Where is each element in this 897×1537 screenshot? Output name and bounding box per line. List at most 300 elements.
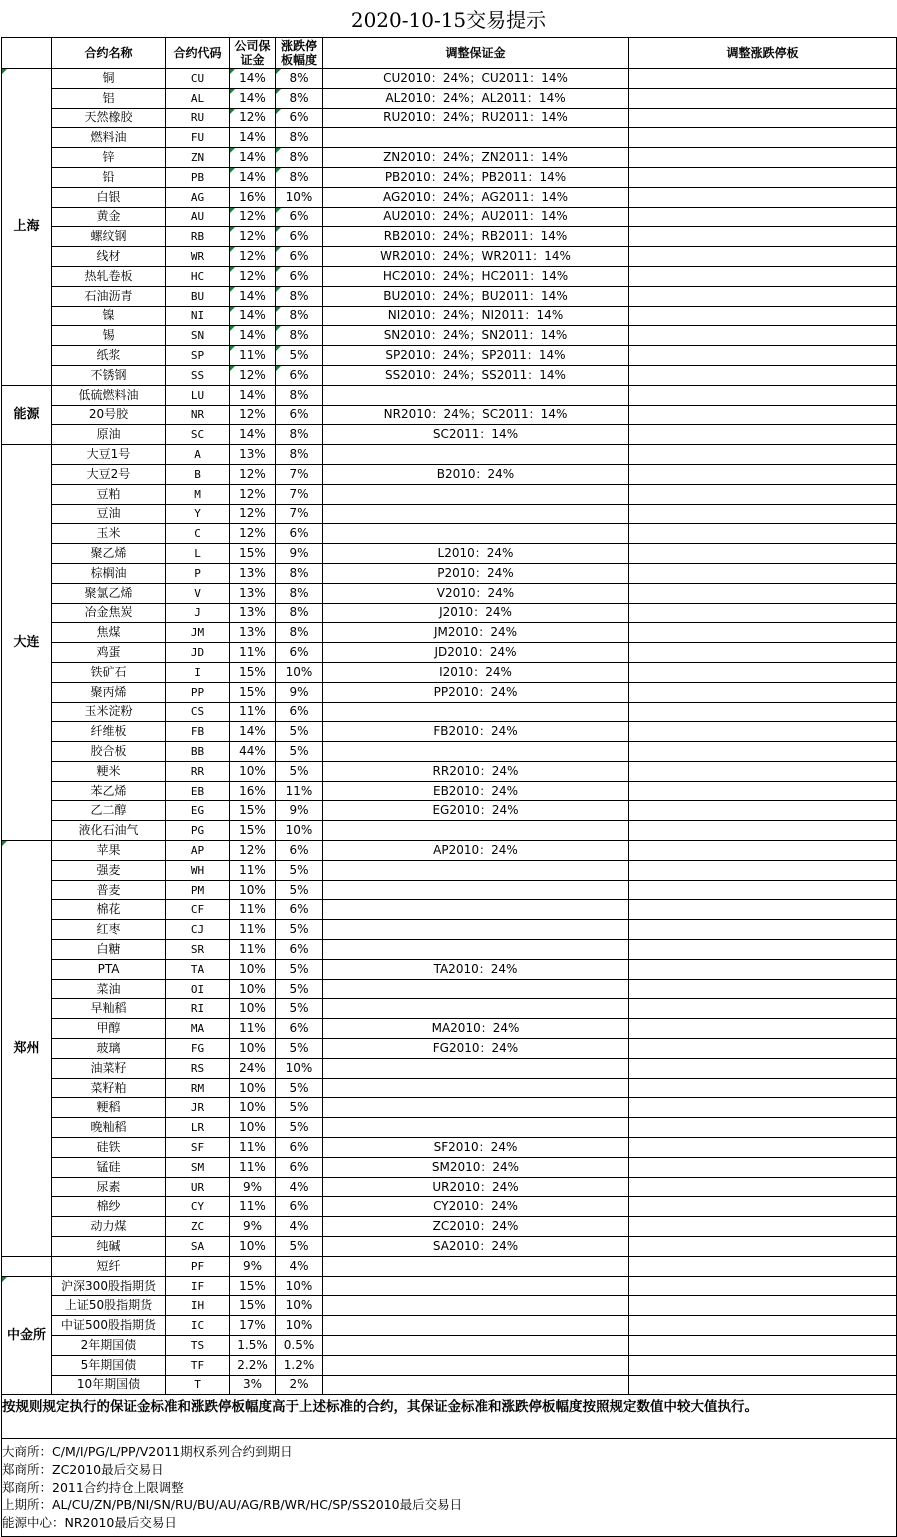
company-margin: 9% [230,1256,276,1276]
company-margin: 12% [230,484,276,504]
price-limit: 5% [276,959,323,979]
company-margin: 10% [230,1098,276,1118]
contract-name: 中证500股指期货 [52,1316,166,1336]
header-contract-name: 合约名称 [52,38,166,69]
contract-name: 天然橡胶 [52,108,166,128]
adjusted-limit [629,742,897,762]
adjusted-limit [629,69,897,89]
company-margin: 10% [230,1237,276,1257]
contract-code: IC [166,1316,230,1336]
company-margin: 13% [230,603,276,623]
company-margin: 11% [230,643,276,663]
price-limit: 8% [276,167,323,187]
contract-code: LU [166,385,230,405]
contract-code: CS [166,702,230,722]
price-limit: 6% [276,108,323,128]
adjusted-margin [323,1375,629,1395]
contract-name: 玉米淀粉 [52,702,166,722]
adjusted-margin [323,1355,629,1375]
price-limit: 4% [276,1256,323,1276]
table-row [2,1118,897,1138]
table-row [2,1039,897,1059]
contract-code: RU [166,108,230,128]
table-row [2,108,897,128]
company-margin: 12% [230,365,276,385]
price-limit: 10% [276,1316,323,1336]
adjusted-margin: EB2010：24% [323,781,629,801]
adjusted-limit [629,464,897,484]
contract-code: TS [166,1336,230,1356]
adjusted-margin: SM2010：24% [323,1157,629,1177]
contract-name: 早籼稻 [52,999,166,1019]
company-margin: 11% [230,1157,276,1177]
table-row [2,682,897,702]
table-row [2,88,897,108]
adjusted-limit [629,1375,897,1395]
adjusted-limit [629,425,897,445]
price-limit: 5% [276,920,323,940]
company-margin: 14% [230,385,276,405]
price-limit: 5% [276,979,323,999]
contract-code: RI [166,999,230,1019]
contract-name: 聚氯乙烯 [52,583,166,603]
contract-name: 焦煤 [52,623,166,643]
table-row [2,1157,897,1177]
adjusted-limit [629,821,897,841]
adjusted-margin: I2010：24% [323,662,629,682]
contract-code: IF [166,1276,230,1296]
adjusted-limit [629,445,897,465]
company-margin: 14% [230,286,276,306]
adjusted-margin: AL2010：24%；AL2011：14% [323,88,629,108]
notes-cell [2,1439,897,1537]
company-margin: 14% [230,69,276,89]
contract-code: C [166,524,230,544]
exchange-cell: 郑州 [2,841,52,1257]
contract-code: PB [166,167,230,187]
contract-name: 螺纹钢 [52,227,166,247]
table-row [2,603,897,623]
adjusted-limit [629,365,897,385]
company-margin: 14% [230,425,276,445]
adjusted-margin [323,524,629,544]
contract-code: PF [166,1256,230,1276]
price-limit: 10% [276,1058,323,1078]
company-margin: 15% [230,821,276,841]
contract-name: 镍 [52,306,166,326]
adjusted-limit [629,1197,897,1217]
adjusted-margin: MA2010：24% [323,1019,629,1039]
price-limit: 7% [276,464,323,484]
company-margin: 15% [230,544,276,564]
note-line: 上期所：AL/CU/ZN/PB/NI/SN/RU/BU/AU/AG/RB/WR/HC/SP/SS2010最后交易日 [2,1497,463,1513]
table-row [2,623,897,643]
contract-code: FG [166,1039,230,1059]
contract-name: 不锈钢 [52,365,166,385]
contract-name: 铁矿石 [52,662,166,682]
contract-name: 沪深300股指期货 [52,1276,166,1296]
adjusted-limit [629,801,897,821]
adjusted-margin [323,860,629,880]
contract-code: LR [166,1118,230,1138]
company-margin: 14% [230,88,276,108]
adjusted-limit [629,1058,897,1078]
price-limit: 8% [276,603,323,623]
price-limit: 11% [276,781,323,801]
adjusted-margin [323,1058,629,1078]
company-margin: 12% [230,504,276,524]
company-margin: 14% [230,148,276,168]
table-row [2,841,897,861]
contract-code: IH [166,1296,230,1316]
adjusted-margin [323,1098,629,1118]
table-row [2,425,897,445]
page-title: 2020-10-15交易提示 [350,8,547,32]
adjusted-margin [323,1296,629,1316]
adjusted-limit [629,979,897,999]
price-limit: 8% [276,306,323,326]
adjusted-margin: AP2010：24% [323,841,629,861]
notes-row [2,1439,897,1537]
header-adjusted-limit: 调整涨跌停板 [629,38,897,69]
table-row [2,286,897,306]
price-limit: 6% [276,207,323,227]
company-margin: 16% [230,781,276,801]
company-margin: 10% [230,999,276,1019]
contract-code: M [166,484,230,504]
company-margin: 14% [230,326,276,346]
price-limit: 8% [276,128,323,148]
adjusted-limit [629,702,897,722]
contract-name: 5年期国债 [52,1355,166,1375]
company-margin: 15% [230,682,276,702]
price-limit: 7% [276,484,323,504]
adjusted-limit [629,959,897,979]
contract-code: TF [166,1355,230,1375]
contract-name: 大豆2号 [52,464,166,484]
price-limit: 4% [276,1217,323,1237]
company-margin: 12% [230,464,276,484]
trading-table [1,37,897,1537]
exchange-cell: 上海 [2,69,52,386]
company-margin: 44% [230,742,276,762]
contract-code: RS [166,1058,230,1078]
adjusted-margin [323,1336,629,1356]
contract-name: 纸浆 [52,346,166,366]
company-margin: 12% [230,227,276,247]
adjusted-margin: B2010：24% [323,464,629,484]
contract-code: AG [166,187,230,207]
table-row [2,1316,897,1336]
table-row [2,662,897,682]
contract-name: 棉花 [52,900,166,920]
price-limit: 6% [276,1157,323,1177]
contract-name: 上证50股指期货 [52,1296,166,1316]
contract-name: 玉米 [52,524,166,544]
adjusted-limit [629,88,897,108]
table-row [2,702,897,722]
price-limit: 8% [276,445,323,465]
contract-code: SP [166,346,230,366]
contract-name: 豆油 [52,504,166,524]
company-margin: 13% [230,583,276,603]
price-limit: 6% [276,405,323,425]
adjusted-limit [629,207,897,227]
table-row [2,1276,897,1296]
contract-name: 粳稻 [52,1098,166,1118]
table-row [2,484,897,504]
adjusted-limit [629,563,897,583]
company-margin: 12% [230,247,276,267]
company-margin: 10% [230,959,276,979]
contract-name: 原油 [52,425,166,445]
table-row [2,1256,897,1276]
price-limit: 6% [276,365,323,385]
price-limit: 9% [276,544,323,564]
company-margin: 15% [230,801,276,821]
adjusted-margin [323,128,629,148]
contract-name: 冶金焦炭 [52,603,166,623]
table-row [2,266,897,286]
adjusted-margin: SS2010：24%；SS2011：14% [323,365,629,385]
adjusted-limit [629,1039,897,1059]
contract-name: 苯乙烯 [52,781,166,801]
contract-code: HC [166,266,230,286]
adjusted-limit [629,544,897,564]
adjusted-margin: FB2010：24% [323,722,629,742]
contract-code: ZN [166,148,230,168]
adjusted-margin: CY2010：24% [323,1197,629,1217]
table-row [2,69,897,89]
contract-name: 菜油 [52,979,166,999]
contract-name: 纯碱 [52,1237,166,1257]
adjusted-margin [323,1276,629,1296]
table-row [2,959,897,979]
adjusted-limit [629,1138,897,1158]
price-limit: 5% [276,1039,323,1059]
adjusted-limit [629,900,897,920]
contract-code: PG [166,821,230,841]
adjusted-margin [323,742,629,762]
adjusted-limit [629,1019,897,1039]
adjusted-limit [629,524,897,544]
adjusted-limit [629,1276,897,1296]
contract-name: 苹果 [52,841,166,861]
contract-name: 白银 [52,187,166,207]
company-margin: 17% [230,1316,276,1336]
company-margin: 9% [230,1217,276,1237]
table-row [2,1197,897,1217]
contract-code: Y [166,504,230,524]
adjusted-limit [629,405,897,425]
rule-note: 按规则规定执行的保证金标准和涨跌停板幅度高于上述标准的合约，其保证金标准和涨跌停板幅度按照规定数值中较大值执行。 [2,1395,897,1439]
adjusted-limit [629,148,897,168]
adjusted-margin: PP2010：24% [323,682,629,702]
company-margin: 13% [230,563,276,583]
adjusted-margin: PB2010：24%；PB2011：14% [323,167,629,187]
price-limit: 5% [276,1237,323,1257]
contract-name: 铜 [52,69,166,89]
contract-code: SM [166,1157,230,1177]
contract-name: 乙二醇 [52,801,166,821]
company-margin: 15% [230,662,276,682]
adjusted-margin [323,1316,629,1336]
adjusted-limit [629,1296,897,1316]
table-row [2,207,897,227]
contract-code: B [166,464,230,484]
table-row [2,722,897,742]
adjusted-limit [629,306,897,326]
table-row [2,385,897,405]
adjusted-limit [629,781,897,801]
contract-name: 锰硅 [52,1157,166,1177]
table-row [2,1217,897,1237]
table-row [2,227,897,247]
company-margin: 13% [230,623,276,643]
price-limit: 8% [276,623,323,643]
price-limit: 8% [276,385,323,405]
rule-note-row [2,1395,897,1439]
contract-code: PP [166,682,230,702]
contract-code: SC [166,425,230,445]
contract-name: 大豆1号 [52,445,166,465]
company-margin: 9% [230,1177,276,1197]
adjusted-margin: FG2010：24% [323,1039,629,1059]
table-row [2,1177,897,1197]
contract-name: 动力煤 [52,1217,166,1237]
price-limit: 8% [276,148,323,168]
price-limit: 6% [276,227,323,247]
contract-name: 2年期国债 [52,1336,166,1356]
table-row [2,1019,897,1039]
adjusted-limit [629,880,897,900]
note-line: 大商所：C/M/I/PG/L/PP/V2011期权系列合约到期日 [2,1444,293,1460]
contract-name: 锡 [52,326,166,346]
company-margin: 11% [230,940,276,960]
table-row [2,920,897,940]
price-limit: 9% [276,801,323,821]
contract-code: UR [166,1177,230,1197]
company-margin: 10% [230,1118,276,1138]
contract-code: J [166,603,230,623]
contract-name: 白糖 [52,940,166,960]
contract-name: 线材 [52,247,166,267]
adjusted-margin: SA2010：24% [323,1237,629,1257]
contract-code: BU [166,286,230,306]
price-limit: 5% [276,742,323,762]
adjusted-limit [629,286,897,306]
contract-code: SR [166,940,230,960]
company-margin: 10% [230,1078,276,1098]
adjusted-margin: SP2010：24%；SP2011：14% [323,346,629,366]
adjusted-margin [323,385,629,405]
contract-code: WR [166,247,230,267]
adjusted-margin: NI2010：24%；NI2011：14% [323,306,629,326]
adjusted-limit [629,920,897,940]
contract-code: T [166,1375,230,1395]
header-company-margin: 公司保证金 [230,38,276,69]
adjusted-margin: ZN2010：24%；ZN2011：14% [323,148,629,168]
contract-name: 强麦 [52,860,166,880]
contract-code: CU [166,69,230,89]
table-row [2,544,897,564]
note-line: 能源中心：NR2010最后交易日 [2,1514,177,1530]
adjusted-margin: JM2010：24% [323,623,629,643]
contract-name: 燃料油 [52,128,166,148]
table-row [2,247,897,267]
price-limit: 8% [276,69,323,89]
table-row [2,405,897,425]
note-line: 郑商所：2011合约持仓上限调整 [2,1479,184,1495]
table-row [2,761,897,781]
company-margin: 11% [230,702,276,722]
price-limit: 10% [276,187,323,207]
contract-code: AP [166,841,230,861]
contract-name: 短纤 [52,1256,166,1276]
adjusted-limit [629,1355,897,1375]
price-limit: 6% [276,524,323,544]
contract-name: 20号胶 [52,405,166,425]
table-row [2,900,897,920]
contract-name: 甲醇 [52,1019,166,1039]
contract-code: V [166,583,230,603]
adjusted-margin [323,1256,629,1276]
contract-name: 粳米 [52,761,166,781]
contract-code: FB [166,722,230,742]
exchange-cell [2,1256,52,1276]
company-margin: 12% [230,108,276,128]
adjusted-margin [323,1078,629,1098]
contract-code: P [166,563,230,583]
company-margin: 12% [230,841,276,861]
price-limit: 8% [276,425,323,445]
table-row [2,1375,897,1395]
company-margin: 3% [230,1375,276,1395]
adjusted-limit [629,1256,897,1276]
price-limit: 6% [276,247,323,267]
price-limit: 5% [276,346,323,366]
contract-code: BB [166,742,230,762]
contract-code: SF [166,1138,230,1158]
adjusted-limit [629,266,897,286]
exchange-cell: 中金所 [2,1276,52,1395]
adjusted-margin: BU2010：24%；BU2011：14% [323,286,629,306]
contract-code: NI [166,306,230,326]
company-margin: 12% [230,207,276,227]
company-margin: 2.2% [230,1355,276,1375]
company-margin: 11% [230,346,276,366]
price-limit: 6% [276,900,323,920]
adjusted-margin: TA2010：24% [323,959,629,979]
table-row [2,940,897,960]
price-limit: 6% [276,643,323,663]
company-margin: 24% [230,1058,276,1078]
price-limit: 5% [276,761,323,781]
table-row [2,1098,897,1118]
price-limit: 8% [276,563,323,583]
contract-code: JD [166,643,230,663]
company-margin: 14% [230,722,276,742]
adjusted-margin: J2010：24% [323,603,629,623]
adjusted-limit [629,940,897,960]
adjusted-limit [629,128,897,148]
company-margin: 12% [230,405,276,425]
contract-name: 棉纱 [52,1197,166,1217]
company-margin: 16% [230,187,276,207]
table-row [2,880,897,900]
adjusted-limit [629,1217,897,1237]
note-line: 郑商所：ZC2010最后交易日 [2,1461,164,1477]
